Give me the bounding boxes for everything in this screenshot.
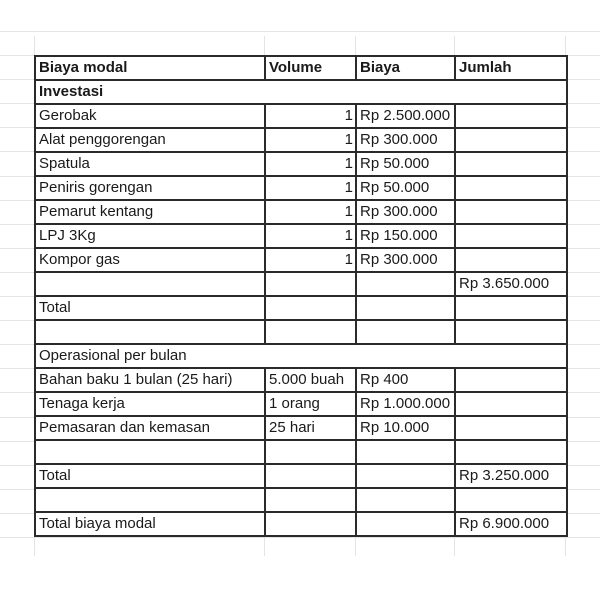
cell-cost[interactable]: Rp 150.000 <box>356 224 455 248</box>
cell-item-name[interactable]: Total biaya modal <box>35 512 265 536</box>
cell-cost[interactable]: Rp 300.000 <box>356 128 455 152</box>
cell-cost[interactable]: Rp 50.000 <box>356 176 455 200</box>
cell-item-name[interactable]: Tenaga kerja <box>35 392 265 416</box>
cell-total[interactable] <box>455 248 567 272</box>
cell-volume[interactable] <box>265 440 356 464</box>
header-cell-cost[interactable]: Biaya <box>356 56 455 80</box>
cell-volume[interactable]: 1 <box>265 248 356 272</box>
cell-total[interactable]: Rp 3.250.000 <box>455 464 567 488</box>
cell-total[interactable] <box>455 440 567 464</box>
cell-volume[interactable] <box>265 512 356 536</box>
table-row <box>35 488 567 512</box>
cell-item-name[interactable] <box>35 440 265 464</box>
header-row <box>35 56 567 80</box>
table-row <box>35 224 567 248</box>
cell-volume[interactable]: 1 <box>265 176 356 200</box>
cell-item-name[interactable]: Spatula <box>35 152 265 176</box>
table-row <box>35 320 567 344</box>
section-row <box>35 80 567 104</box>
header-cell-item[interactable]: Biaya modal <box>35 56 265 80</box>
cell-cost[interactable] <box>356 464 455 488</box>
cell-total[interactable] <box>455 416 567 440</box>
table-row <box>35 200 567 224</box>
cell-item-name[interactable]: Pemasaran dan kemasan <box>35 416 265 440</box>
cell-total[interactable] <box>455 392 567 416</box>
cell-item-name[interactable]: LPJ 3Kg <box>35 224 265 248</box>
cell-total[interactable] <box>455 152 567 176</box>
table-row <box>35 272 567 296</box>
cell-item-name[interactable]: Peniris gorengan <box>35 176 265 200</box>
header-cell-total[interactable]: Jumlah <box>455 56 567 80</box>
table-row <box>35 368 567 392</box>
section-label[interactable]: Operasional per bulan <box>35 344 567 368</box>
cell-item-name[interactable]: Alat penggorengan <box>35 128 265 152</box>
table-row <box>35 464 567 488</box>
table-row <box>35 296 567 320</box>
table-row <box>35 152 567 176</box>
cell-item-name[interactable]: Gerobak <box>35 104 265 128</box>
cell-total[interactable]: Rp 6.900.000 <box>455 512 567 536</box>
cell-cost[interactable] <box>356 488 455 512</box>
cell-total[interactable] <box>455 488 567 512</box>
table-row <box>35 248 567 272</box>
cell-cost[interactable] <box>356 296 455 320</box>
cell-cost[interactable]: Rp 300.000 <box>356 200 455 224</box>
section-row <box>35 344 567 368</box>
table-row <box>35 104 567 128</box>
cell-item-name[interactable]: Total <box>35 464 265 488</box>
table-row <box>35 128 567 152</box>
cell-total[interactable] <box>455 104 567 128</box>
cell-volume[interactable]: 1 <box>265 224 356 248</box>
header-cell-volume[interactable]: Volume <box>265 56 356 80</box>
cell-item-name[interactable]: Bahan baku 1 bulan (25 hari) <box>35 368 265 392</box>
table-row <box>35 512 567 536</box>
cell-cost[interactable]: Rp 50.000 <box>356 152 455 176</box>
cell-total[interactable] <box>455 128 567 152</box>
cell-cost[interactable] <box>356 272 455 296</box>
cell-cost[interactable] <box>356 512 455 536</box>
cell-cost[interactable]: Rp 300.000 <box>356 248 455 272</box>
cell-total[interactable] <box>455 368 567 392</box>
cell-volume[interactable]: 1 <box>265 128 356 152</box>
cell-volume[interactable] <box>265 272 356 296</box>
cell-item-name[interactable]: Kompor gas <box>35 248 265 272</box>
gridline-horizontal <box>0 537 600 538</box>
cell-item-name[interactable] <box>35 272 265 296</box>
cell-cost[interactable] <box>356 320 455 344</box>
table-row <box>35 176 567 200</box>
capital-cost-table <box>34 55 568 537</box>
cell-total[interactable] <box>455 200 567 224</box>
cell-volume[interactable] <box>265 464 356 488</box>
cell-total[interactable] <box>455 176 567 200</box>
cell-cost[interactable] <box>356 440 455 464</box>
cell-item-name[interactable] <box>35 488 265 512</box>
cell-volume[interactable]: 5.000 buah <box>265 368 356 392</box>
cell-volume[interactable] <box>265 488 356 512</box>
cell-total[interactable]: Rp 3.650.000 <box>455 272 567 296</box>
cell-cost[interactable]: Rp 10.000 <box>356 416 455 440</box>
cell-item-name[interactable]: Total <box>35 296 265 320</box>
cell-volume[interactable] <box>265 320 356 344</box>
cell-cost[interactable]: Rp 2.500.000 <box>356 104 455 128</box>
cell-total[interactable] <box>455 224 567 248</box>
cell-volume[interactable]: 1 <box>265 152 356 176</box>
cell-volume[interactable]: 25 hari <box>265 416 356 440</box>
cell-item-name[interactable]: Pemarut kentang <box>35 200 265 224</box>
table-row <box>35 416 567 440</box>
table-row <box>35 440 567 464</box>
cell-volume[interactable]: 1 orang <box>265 392 356 416</box>
cell-cost[interactable]: Rp 400 <box>356 368 455 392</box>
table-row <box>35 392 567 416</box>
cell-total[interactable] <box>455 320 567 344</box>
section-label[interactable]: Investasi <box>35 80 567 104</box>
cell-volume[interactable]: 1 <box>265 104 356 128</box>
cell-total[interactable] <box>455 296 567 320</box>
cell-volume[interactable]: 1 <box>265 200 356 224</box>
cell-volume[interactable] <box>265 296 356 320</box>
gridline-horizontal <box>0 31 600 32</box>
cell-cost[interactable]: Rp 1.000.000 <box>356 392 455 416</box>
cell-item-name[interactable] <box>35 320 265 344</box>
